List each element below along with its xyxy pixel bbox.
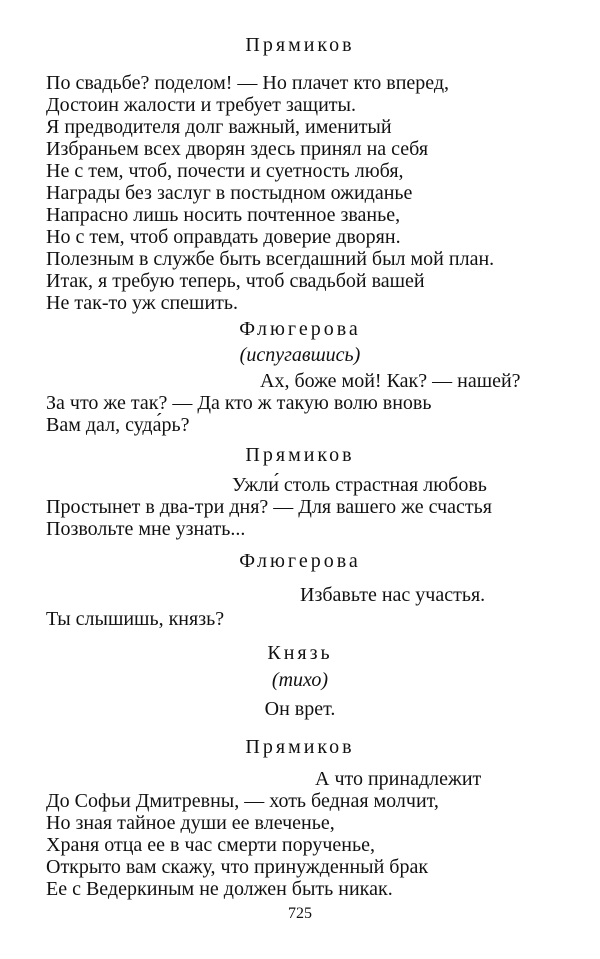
verse-line: Но с тем, чтоб оправдать доверие дворян.	[46, 226, 401, 248]
verse-line: За что же так? — Да кто ж такую волю вновь	[46, 392, 432, 414]
verse-line: Не с тем, чтоб, почести и суетность любя,	[46, 160, 404, 182]
verse-line: До Софьи Дмитревны, — хоть бедная молчит,	[46, 790, 439, 812]
verse-line: Открыто вам скажу, что принужденный брак	[46, 856, 429, 878]
verse-line: Ты слышишь, князь?	[46, 608, 225, 630]
speaker-name: Флюгерова	[239, 550, 361, 572]
verse-line: Он врет.	[264, 698, 336, 720]
verse-line: Позвольте мне узнать...	[46, 518, 246, 540]
verse-line: Храня отца ее в час смерти порученье,	[46, 834, 375, 856]
verse-line: Итак, я требую теперь, чтоб свадьбой вашей	[46, 270, 425, 292]
page-number: 725	[288, 905, 312, 922]
speaker-name: Прямиков	[245, 34, 355, 56]
verse-line: Награды без заслуг в постыдном ожиданье	[46, 182, 413, 204]
verse-line: Избавьте нас участья.	[300, 584, 486, 606]
speaker-name: Прямиков	[245, 736, 355, 758]
verse-line: Напрасно лишь носить почтенное званье,	[46, 204, 401, 226]
verse-line: Ее с Ведеркиным не должен быть никак.	[46, 878, 393, 900]
verse-line: По свадьбе? поделом! — Но плачет кто вперед,	[46, 72, 450, 94]
stage-direction: (испугавшись)	[239, 344, 361, 366]
verse-line: Ужли́ столь страстная любовь	[232, 474, 487, 496]
verse-line: Я предводителя долг важный, именитый	[46, 116, 392, 138]
verse-line: Простынет в два-три дня? — Для вашего же счастья	[46, 496, 492, 518]
stage-direction: (тихо)	[271, 669, 329, 691]
verse-line: Ах, боже мой! Как? — нашей?	[260, 370, 521, 392]
verse-line: Вам дал, суда́рь?	[46, 414, 190, 436]
verse-line: Избраньем всех дворян здесь принял на себя	[46, 138, 429, 160]
verse-line: А что принадлежит	[315, 768, 482, 790]
verse-line: Достоин жалости и требует защиты.	[46, 94, 356, 116]
speaker-name: Прямиков	[245, 444, 355, 466]
verse-line: Полезным в службе быть всегдашний был мой план.	[46, 248, 495, 270]
verse-line: Но зная тайное души ее влеченье,	[46, 812, 335, 834]
speaker-name: Флюгерова	[239, 318, 361, 340]
verse-line: Не так-то уж спешить.	[46, 292, 239, 314]
speaker-name: Князь	[267, 642, 333, 664]
